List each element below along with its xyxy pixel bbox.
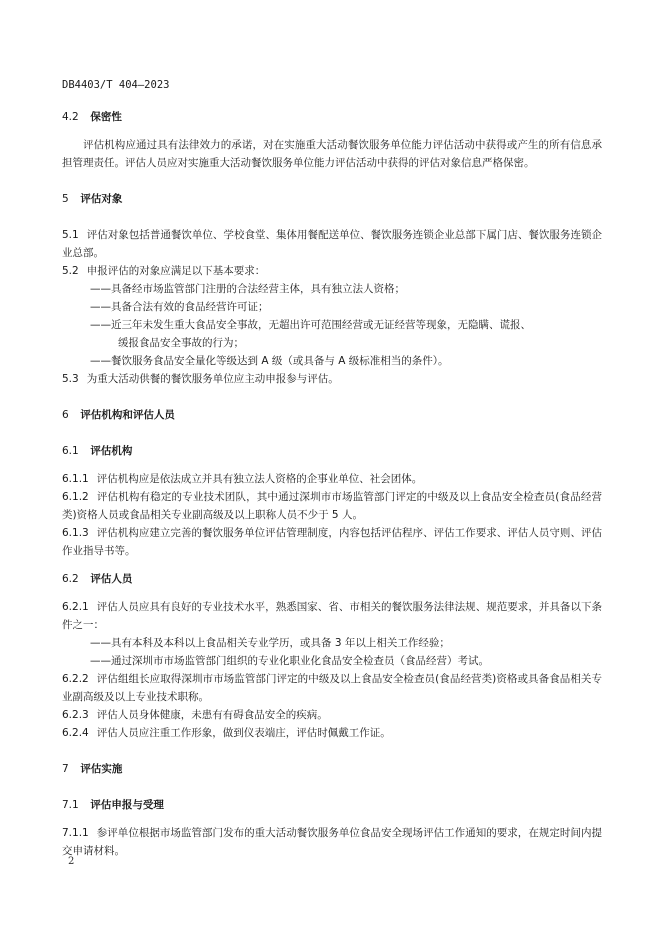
chapter-heading-5	[62, 190, 602, 208]
document-code: DB4403/T 404—2023	[62, 79, 170, 91]
clause-number: 6.2.4	[62, 727, 89, 739]
clause-6-2-4	[62, 724, 602, 742]
section-title: 评估机构	[90, 445, 133, 457]
clause-5-2	[62, 262, 602, 280]
clause-text: 申报评估的对象应满足以下基本要求：	[86, 265, 266, 277]
clause-number: 5.2	[62, 265, 79, 277]
section-title: 评估申报与受理	[90, 799, 164, 811]
section-title: 评估对象	[80, 193, 123, 205]
section-heading-6-1	[62, 442, 602, 460]
section-heading-6-2	[62, 570, 602, 588]
list-item: ——餐饮服务食品安全量化等级达到 A 级（或具备与 A 级标准相当的条件）。	[90, 355, 449, 367]
chapter-heading-6	[62, 406, 602, 424]
section-title: 评估机构和评估人员	[80, 409, 175, 421]
clause-6-2-2	[62, 670, 602, 706]
section-number: 6.1	[62, 445, 79, 457]
clause-number: 6.1.2	[62, 491, 89, 503]
section-number: 7	[62, 763, 69, 775]
clause-text: 为重大活动供餐的餐饮服务单位应主动申报参与评估。	[86, 373, 339, 385]
section-number: 4.2	[62, 111, 79, 123]
clause-number: 6.1.1	[62, 473, 89, 485]
section-number: 7.1	[62, 799, 79, 811]
section-number: 6.2	[62, 573, 79, 585]
clause-number: 6.1.3	[62, 527, 89, 539]
clause-7-1-1	[62, 824, 602, 860]
clause-6-1-3	[62, 524, 602, 560]
clause-text: 参评单位根据市场监管部门发布的重大活动餐饮服务单位食品安全现场评估工作通知的要求，在规定时间内提交申请材料。	[62, 827, 602, 857]
clause-text: 评估机构有稳定的专业技术团队，其中通过深圳市市场监管部门评定的中级及以上食品安全检查员(食品经营类)资格人员或食品相关专业副高级及以上职称人员不少于 5 人。	[62, 491, 602, 521]
clause-text: 评估人员应注重工作形象，做到仪表端庄，评估时佩戴工作证。	[96, 727, 391, 739]
list-item: ——具备经市场监管部门注册的合法经营主体，具有独立法人资格；	[90, 283, 405, 295]
clause-text: 评估组组长应取得深圳市市场监管部门评定的中级及以上食品安全检查员(食品经营类)资格或具备食品相关专业副高级及以上专业技术职称。	[62, 673, 602, 703]
list-item-continuation: 缓报食品安全事故的行为；	[118, 337, 244, 349]
paragraph: 评估机构应通过具有法律效力的承诺，对在实施重大活动餐饮服务单位能力评估活动中获得或产生的所有信息承担管理责任。评估人员应对实施重大活动餐饮服务单位能力评估活动中获得的评估对象信息严格保密。	[62, 139, 602, 169]
page-number: 2	[68, 856, 75, 867]
section-number: 5	[62, 193, 69, 205]
clause-5-3	[62, 370, 602, 388]
clause-6-1-2	[62, 488, 602, 524]
section-title: 评估实施	[80, 763, 123, 775]
clause-number: 6.2.1	[62, 601, 89, 613]
clause-text: 评估对象包括普通餐饮单位、学校食堂、集体用餐配送单位、餐饮服务连锁企业总部下属门店、餐饮服务连锁企业总部。	[62, 229, 602, 259]
section-title: 评估人员	[90, 573, 133, 585]
section-number: 6	[62, 409, 69, 421]
clause-text: 评估人员身体健康，未患有有碍食品安全的疾病。	[96, 709, 328, 721]
clause-5-1	[62, 226, 602, 262]
clause-number: 5.1	[62, 229, 79, 241]
chapter-heading-7	[62, 760, 602, 778]
clause-text: 评估人员应具有良好的专业技术水平，熟悉国家、省、市相关的餐饮服务法律法规、规范要求，并具备以下条件之一：	[62, 601, 602, 631]
clause-6-1-1	[62, 470, 602, 488]
section-title: 保密性	[90, 111, 122, 123]
document-body	[62, 108, 602, 860]
clause-text: 评估机构应是依法成立并具有独立法人资格的企事业单位、社会团体。	[96, 473, 423, 485]
section-heading-7-1	[62, 796, 602, 814]
clause-number: 5.3	[62, 373, 79, 385]
clause-text: 评估机构应建立完善的餐饮服务单位评估管理制度，内容包括评估程序、评估工作要求、评估人员守则、评估作业指导书等。	[62, 527, 602, 557]
section-heading-4-2	[62, 108, 602, 126]
clause-number: 6.2.2	[62, 673, 89, 685]
clause-number: 7.1.1	[62, 827, 89, 839]
list-item: ——具有本科及本科以上食品相关专业学历，或具备 3 年以上相关工作经验；	[90, 637, 450, 649]
list-item: ——近三年未发生重大食品安全事故，无超出许可范围经营或无证经营等现象，无隐瞒、谎报、	[90, 319, 531, 331]
clause-6-2-1	[62, 598, 602, 634]
clause-6-2-3	[62, 706, 602, 724]
list-item: ——具备合法有效的食品经营许可证；	[90, 301, 269, 313]
list-item: ——通过深圳市市场监管部门组织的专业化职业化食品安全检查员（食品经营）考试。	[90, 655, 489, 667]
clause-number: 6.2.3	[62, 709, 89, 721]
